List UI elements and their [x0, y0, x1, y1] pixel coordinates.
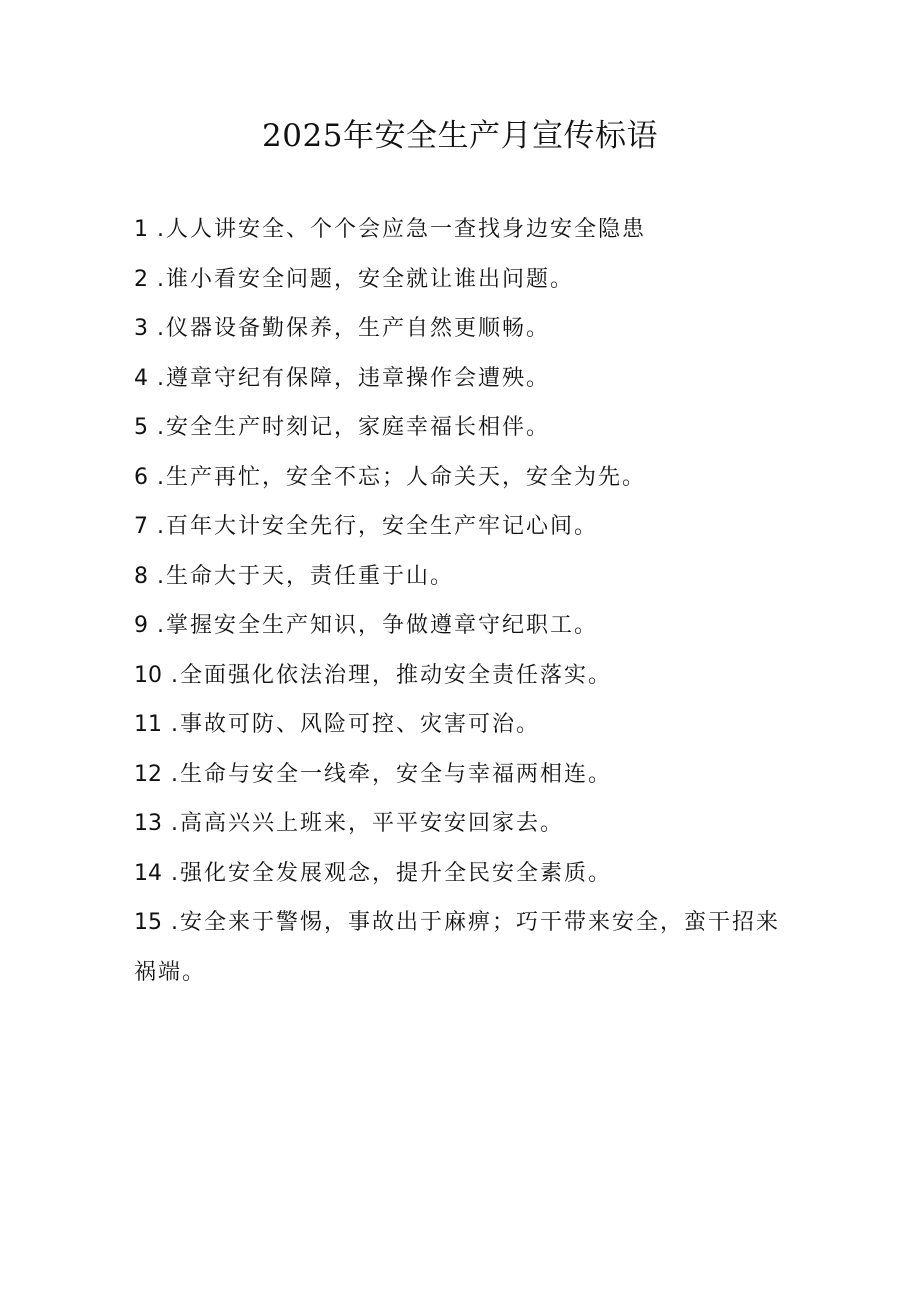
slogan-number: 5: [134, 415, 148, 440]
slogan-number: 14: [134, 860, 162, 886]
slogan-item: 1 .人人讲安全、个个会应急一查找身边安全隐患: [134, 217, 647, 242]
slogan-text: 事故可防、风险可控、灾害可治。: [180, 712, 541, 737]
slogan-text: 强化安全发展观念，提升全民安全素质。: [180, 860, 613, 886]
slogan-text: 人人讲安全、个个会应急一查找身边安全隐患: [166, 217, 647, 242]
slogan-item: 10 .全面强化依法治理，推动安全责任落实。: [134, 662, 613, 688]
slogan-text: 掌握安全生产知识，争做遵章守纪职工。: [166, 613, 599, 638]
slogan-number: 11: [134, 712, 162, 737]
slogan-item: 6 .生产再忙，安全不忘；人命关天，安全为先。: [134, 464, 647, 490]
slogan-number: 1: [134, 217, 148, 242]
slogan-item: 14 .强化安全发展观念，提升全民安全素质。: [134, 860, 613, 886]
slogan-text: 谁小看安全问题，安全就让谁出问题。: [166, 266, 575, 292]
slogan-item: 12 .生命与安全一线牵，安全与幸福两相连。: [134, 761, 613, 787]
slogan-number: 2: [134, 266, 148, 292]
slogan-number: 10: [134, 662, 162, 688]
slogan-text: 高高兴兴上班来，平平安安回家去。: [180, 811, 565, 836]
slogan-text: 遵章守纪有保障，违章操作会遭殃。: [166, 365, 551, 391]
document-title: 2025年安全生产月宣传标语: [262, 118, 658, 154]
slogan-number: 4: [134, 365, 148, 391]
slogan-text: 生产再忙，安全不忘；人命关天，安全为先。: [166, 464, 647, 490]
slogan-text: 安全来于警惕，事故出于麻痹；巧干带来安全，蛮干招来祸端。: [134, 910, 781, 985]
slogan-item: 3 .仪器设备勤保养，生产自然更顺畅。: [134, 316, 551, 341]
slogan-item: 2 .谁小看安全问题，安全就让谁出问题。: [134, 266, 575, 292]
slogan-number: 7: [134, 514, 148, 539]
slogan-item: 5 .安全生产时刻记，家庭幸福长相伴。: [134, 415, 551, 440]
slogan-text: 生命与安全一线牵，安全与幸福两相连。: [180, 761, 613, 787]
slogan-item: 4 .遵章守纪有保障，违章操作会遭殃。: [134, 365, 551, 391]
slogan-number: 13: [134, 811, 162, 836]
slogan-item: 15 .安全来于警惕，事故出于麻痹；巧干带来安全，蛮干招来祸端。: [134, 910, 781, 985]
slogan-item: 7 .百年大计安全先行，安全生产牢记心间。: [134, 514, 599, 539]
slogan-number: 12: [134, 761, 162, 787]
slogan-number: 6: [134, 464, 148, 490]
slogan-text: 生命大于天，责任重于山。: [166, 563, 455, 589]
slogan-text: 仪器设备勤保养，生产自然更顺畅。: [166, 316, 551, 341]
slogan-item: 13 .高高兴兴上班来，平平安安回家去。: [134, 811, 565, 836]
slogan-item: 8 .生命大于天，责任重于山。: [134, 563, 455, 589]
slogan-list: [134, 205, 784, 997]
slogan-text: 百年大计安全先行，安全生产牢记心间。: [166, 514, 599, 539]
slogan-item: 9 .掌握安全生产知识，争做遵章守纪职工。: [134, 613, 599, 638]
slogan-text: 全面强化依法治理，推动安全责任落实。: [180, 662, 613, 688]
slogan-number: 15: [134, 910, 162, 935]
slogan-number: 9: [134, 613, 148, 638]
slogan-number: 3: [134, 316, 148, 341]
slogan-number: 8: [134, 563, 148, 589]
slogan-item: 11 .事故可防、风险可控、灾害可治。: [134, 712, 541, 737]
slogan-text: 安全生产时刻记，家庭幸福长相伴。: [166, 415, 551, 440]
